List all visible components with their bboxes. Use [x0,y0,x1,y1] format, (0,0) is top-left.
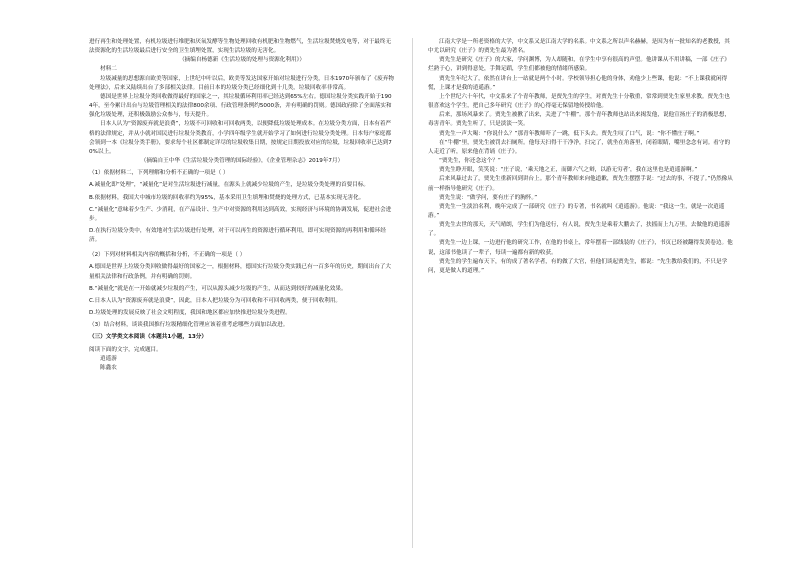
material-heading: 材料二 [100,66,117,73]
story-paragraph: 上个世纪六十年代，中文系来了个青年教师，是贾先生的学生，对贾先生十分敬重，常常到贾先生家里求教。贾先生也很喜欢这个学生，把自己多年研究《庄子》的心得毫无保留地传授给他。 [428,93,730,110]
story-paragraph: 贾先生的学生遍布天下，有的成了著名学者，有的做了大官，但他们谈起贾先生，都说：“先生教给我们的，不只是学问，更是做人的道理。” [428,258,728,274]
left-column [89,38,395,373]
option-a: A.德国是世界上垃圾分类回收做得最好的国家之一，根据材料，德国实行垃圾分类实践已有一百多年的历史，期间出台了大量相关法律和行政条例，并有明确的罚则。 [89,264,391,280]
story-paragraph: 贾先生一生淡泊名利，晚年完成了一部研究《庄子》的专著，书名就叫《逍遥游》。他说：“我这一生，就是一次逍遥游。” [428,203,725,219]
right-column [428,38,733,276]
source-note: （摘编自杨德新《生活垃圾的处理与资源化利用》） [179,57,305,64]
story-paragraph: 后来，那场风暴来了。贾先生被揪了出来，关进了“牛棚”。那个青年教师也站出来揭发他，说他宣扬庄子的消极思想，毒害青年。贾先生听了，只是淡淡一笑。 [428,112,731,128]
story-paragraph: 贾先生去世的那天，天气晴朗，学生们为他送行，有人说，贾先生是乘着大鹏去了，扶摇而上九万里，去做他的逍遥游了。 [428,222,730,238]
option-c: C.“减量化”意味着少生产、少消耗，在产品设计、生产中对资源的利用达到高效，实现经济与环境的协调发展，促进社会进步。 [89,206,392,222]
left-paragraph: 德国是世界上垃圾分类回收做得最好的国家之一，其垃圾循环利用率已经达到65%左右。德国垃圾分类实践开始于1904年，至今累计出台与垃圾管理相关的法律800余项、行政管理条例约5000条，并有明确的罚则。德国政府除了全面落实和强化垃圾处理，还积极鼓励公众参与，每天提升。 [89,93,392,119]
story-author: 陈鑫农 [100,364,117,371]
question-stem: （1）依据材料二，下列理解和分析不正确的一项是（ ） [89,170,229,177]
option-b: B.“减量化”就是在一开始就减少垃圾的产生，可以从源头减少垃圾的产生，从而达到较好的减量化效果。 [89,285,347,292]
option-c: C.日本人认为“资源废弃就是浪费”，因此，日本人把垃圾分为可回收和不可回收两类，便于回收利用。 [89,297,342,304]
section-heading: （三）文学类文本阅读（本题共1小题，13分） [89,334,207,341]
reading-instruction: 阅读下面的文字，完成题目。 [89,346,162,353]
story-title: 逍遥游 [100,355,117,362]
story-paragraph: 在“牛棚”里，贾先生被罚去扫厕所。他每天扫得干干净净，扫完了，就坐在角落里，闭着眼睛，嘴里念念有词。看守的人走近了听，原来他在背诵《庄子》。 [428,139,731,155]
question-stem: （3）结合材料，谈谈我国推行垃圾精细化管理应该着重考虑哪些方面加以改进。 [89,322,289,329]
story-paragraph: 贾先生年纪大了，依然在讲台上一站就是两个小时。学校领导担心他的身体，劝他少上些课，他说：“不上课我就闲得慌，上课才是我的逍遥游。” [428,75,728,91]
story-paragraph: 贾先生睁开眼，笑笑说：“庄子说，‘乘天地之正，而御六气之辩，以游无穷者’，我在这里也是逍遥游啊。” [439,167,698,174]
left-paragraph: 垃圾减量的思想源自欧美等国家，上世纪中叶以后，欧美等发达国家开始对垃圾进行分类，日本1970年颁布了《废弃物处理法》，后来又陆续出台了多部相关法律。目前日本的垃圾分类已经细化到十几类，垃圾回收率非常高。 [89,75,394,91]
question-stem: （2）下列对材料相关内容的概括和分析，不正确的一项是（ ） [89,252,246,259]
option-d: D.垃圾处理的发展反映了社会文明程度，我国和地区都应加快推进垃圾分类进程。 [89,310,291,317]
story-paragraph: 后来风暴过去了，贾先生重新回到讲台上。那个青年教师来向他道歉，贾先生摆摆手说：“过去的事，不提了。”仍然像从前一样指导他研究《庄子》。 [428,176,733,192]
story-paragraph: “贾先生，你还念这个？” [439,158,501,165]
option-b: B.依据材料，我国大中城市垃圾的回收率约为95%，基本采用卫生填埋和焚烧的处理方式，已基本实现无害化。 [89,194,365,201]
option-d: D.在执行垃圾分类中，有效地对生活垃圾进行处理，对于可以再生的资源进行循环利用，即可实现资源的再利用和循环经济。 [89,227,386,244]
option-a: A.减量化即“处理”，“减量化”是对生活垃圾进行减量，在源头上就减少垃圾的产生，是垃圾分类处理的首要目标。 [89,182,370,189]
source-note: （摘编自王中华《生活垃圾分类管理的国际经验》，《企业管理杂志》2019年7月） [140,158,344,165]
column-divider [412,38,413,548]
story-paragraph: 贾先生说：“做学问，要有庄子的胸怀。” [439,194,538,201]
left-paragraph: 进行再生和处理处置，有机垃圾进行堆肥和厌氧发酵等生物处理回收有机肥和生物燃气，生活垃圾焚烧发电等，对于最终无法资源化的生活垃圾最后进行安全的卫生填埋处置，实现生活垃圾的无害化。 [89,39,392,55]
story-paragraph: 贾先生一声大喝：“你说什么？”那青年教师吓了一跳，低下头去。贾先生叹了口气，说：“你不懂庄子啊。” [439,130,700,137]
story-paragraph: 贾先生一边上课，一边进行他的研究工作，在他的书桌上，常年摆着一部线装的《庄子》，书页已经被翻得发黄卷边。他说，这部书他读了一辈子，每读一遍都有新的收获。 [428,240,733,256]
story-paragraph: 江南大学是一所老资格的大学，中文系又是江南大学的名系。中文系之所以声名赫赫，是因为有一批知名的老教授，其中尤以研究《庄子》的贾先生最为著名。 [428,39,730,55]
story-paragraph: 贾先生是研究《庄子》的大家，学问渊博，为人却随和，在学生中享有很高的声望。他讲课从不用讲稿，一部《庄子》烂熟于心，讲到得意处，手舞足蹈，学生们都被他的情绪所感染。 [428,57,730,73]
left-paragraph: 日本人认为“资源废弃就是浪费”，垃圾不可回收和可回收两类，以便降低垃圾处理成本。在垃圾分类方面，日本有着严格的法律规定，并从小就对国民进行垃圾分类教育，小学四年级学生就开始学习了如何进行垃圾分类处理。日本每户家庭都会领到一本《垃圾分类手册》，要求每个社区都制定详尽的垃圾收集日期，按规定日期投放对应的垃圾，垃圾回收率已达到70%以上。 [89,121,392,155]
